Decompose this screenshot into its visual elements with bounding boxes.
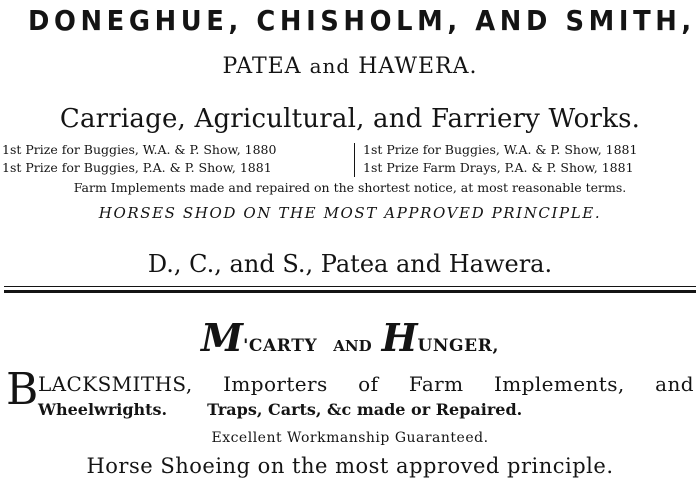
traps-carts-text: Traps, Carts, &c made or Repaired. <box>207 400 523 419</box>
location-and: and <box>309 54 351 78</box>
locations-heading <box>0 54 700 79</box>
prize-left-2: 1st Prize for Buggies, P.A. & P. Show, 1881 <box>2 160 272 175</box>
implements-word: Implements, <box>493 372 625 396</box>
horse-shoeing-line: Horse Shoeing on the most approved principle. <box>86 454 614 478</box>
name-unger: UNGER, <box>417 336 499 356</box>
name-initial-m: M <box>201 315 244 360</box>
horses-shod-line: HORSES SHOD ON THE MOST APPROVED PRINCIPLE. <box>98 204 602 222</box>
farm-word: Farm <box>408 372 464 396</box>
location-hawera: HAWERA. <box>358 54 478 79</box>
blacksmiths-line <box>38 372 694 396</box>
wheelwrights-line <box>38 400 522 419</box>
importers-word: Importers <box>223 372 328 396</box>
separator-rule-thick <box>4 290 696 293</box>
of-word: of <box>358 372 379 396</box>
mccarty-hunger-heading <box>0 315 700 360</box>
wheelwrights-text: Wheelwrights. <box>38 400 168 419</box>
works-subtitle: Carriage, Agricultural, and Farriery Works. <box>59 104 641 134</box>
location-patea: PATEA <box>222 54 302 79</box>
firm-footer: D., C., and S., Patea and Hawera. <box>147 250 553 278</box>
separator-rule-thin <box>4 286 696 287</box>
prize-right-1: 1st Prize for Buggies, W.A. & P. Show, 1881 <box>363 142 638 157</box>
blacksmiths-word: LACKSMITHS, <box>38 372 193 396</box>
farm-implements-line: Farm Implements made and repaired on the shortest notice, at most reasonable terms. <box>73 180 627 195</box>
workmanship-line: Excellent Workmanship Guaranteed. <box>211 430 489 446</box>
drop-cap: B <box>6 364 39 415</box>
prize-left-1: 1st Prize for Buggies, W.A. & P. Show, 1880 <box>2 142 277 157</box>
name-and: AND <box>333 337 372 355</box>
name-initial-h: H <box>381 315 418 360</box>
prize-right-2: 1st Prize Farm Drays, P.A. & P. Show, 1881 <box>363 160 634 175</box>
firm-name-heading: DONEGHUE, CHISHOLM, AND SMITH, <box>28 4 696 37</box>
name-carty: 'CARTY <box>243 336 318 356</box>
and-word: and <box>655 372 694 396</box>
prize-column-divider <box>354 143 355 177</box>
